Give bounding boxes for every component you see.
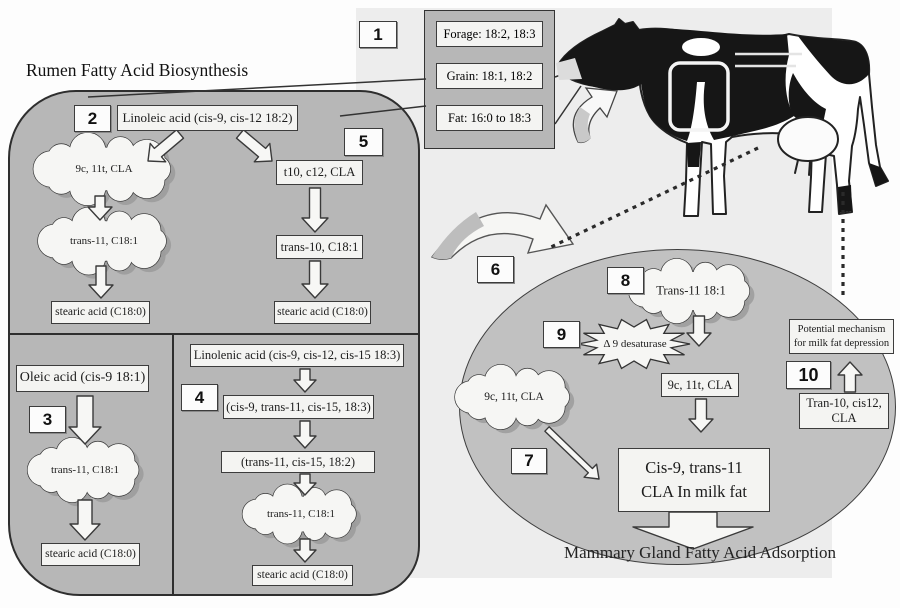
stearic-acid-box-sec3: stearic acid (C18:0) bbox=[41, 543, 140, 566]
milk-fat-line1: Cis-9, trans-11 bbox=[645, 458, 743, 478]
cow-leg-patch-rear bbox=[838, 185, 852, 213]
trans11-cis15-box: (trans-11, cis-15, 18:2) bbox=[221, 451, 375, 473]
cla-9c11t-box-gland: 9c, 11t, CLA bbox=[661, 373, 739, 397]
tran10-cis12-cla-box bbox=[799, 393, 889, 429]
cloud-label-9c11t-gland: 9c, 11t, CLA bbox=[484, 391, 544, 403]
step-number-1: 1 bbox=[359, 21, 397, 48]
forage-box: Forage: 18:2, 18:3 bbox=[436, 21, 543, 47]
cla-milk-fat-box bbox=[618, 448, 770, 512]
tran10-line2: CLA bbox=[831, 411, 857, 425]
cow-udder bbox=[778, 117, 838, 161]
trans10-c181-box: trans-10, C18:1 bbox=[276, 235, 363, 259]
linoleic-acid-box: Linoleic acid (cis-9, cis-12 18:2) bbox=[117, 105, 298, 131]
step-number-6: 6 bbox=[477, 256, 514, 283]
step-number-10: 10 bbox=[786, 361, 831, 389]
cloud-label-trans11-sec4: trans-11, C18:1 bbox=[266, 508, 336, 520]
step-number-9: 9 bbox=[543, 321, 580, 348]
diagram-title: Rumen Fatty Acid Biosynthesis bbox=[26, 60, 249, 80]
cow-teats bbox=[795, 160, 810, 175]
potential-mechanism-box bbox=[789, 319, 894, 354]
step-number-7: 7 bbox=[511, 448, 547, 474]
milk-fat-line2: CLA In milk fat bbox=[641, 482, 747, 501]
cow-white-spot bbox=[682, 38, 720, 56]
linolenic-acid-box: Linolenic acid (cis-9, cis-12, cis-15 18:3) bbox=[190, 344, 404, 367]
cloud-label-9c11t-rumen: 9c, 11t, CLA bbox=[75, 163, 133, 175]
cow-illustration bbox=[556, 19, 888, 216]
tran10-line1: Tran-10, cis12, bbox=[806, 396, 882, 410]
cis9-trans11-cis15-box: (cis-9, trans-11, cis-15, 18:3) bbox=[223, 395, 374, 419]
grain-box: Grain: 18:1, 18:2 bbox=[436, 63, 543, 89]
stearic-acid-box-sec4: stearic acid (C18:0) bbox=[252, 565, 353, 586]
potential-line1: Potential mechanism bbox=[797, 324, 886, 336]
stearic-acid-box-left: stearic acid (C18:0) bbox=[51, 301, 150, 324]
step-number-8: 8 bbox=[607, 267, 644, 294]
step-number-2: 2 bbox=[74, 105, 111, 132]
desaturase-label: Δ 9 desaturase bbox=[603, 338, 667, 350]
cloud-label-trans11-left: trans-11, C18:1 bbox=[69, 235, 139, 247]
t10-c12-cla-box: t10, c12, CLA bbox=[276, 160, 363, 185]
step-number-3: 3 bbox=[29, 406, 66, 433]
cloud-label-trans11-sec3: trans-11, C18:1 bbox=[50, 464, 120, 476]
oleic-acid-box: Oleic acid (cis-9 18:1) bbox=[16, 365, 149, 392]
fat-box: Fat: 16:0 to 18:3 bbox=[436, 105, 543, 131]
potential-line2: for milk fat depression bbox=[793, 337, 890, 349]
cow-leg-patch-front bbox=[687, 142, 701, 167]
stearic-acid-box-right: stearic acid (C18:0) bbox=[274, 301, 371, 324]
cloud-label-trans11-gland: Trans-11 18:1 bbox=[656, 283, 726, 298]
step-number-5: 5 bbox=[344, 128, 383, 156]
step-number-4: 4 bbox=[181, 384, 218, 411]
diagram-caption: Mammary Gland Fatty Acid Adsorption bbox=[564, 543, 836, 562]
